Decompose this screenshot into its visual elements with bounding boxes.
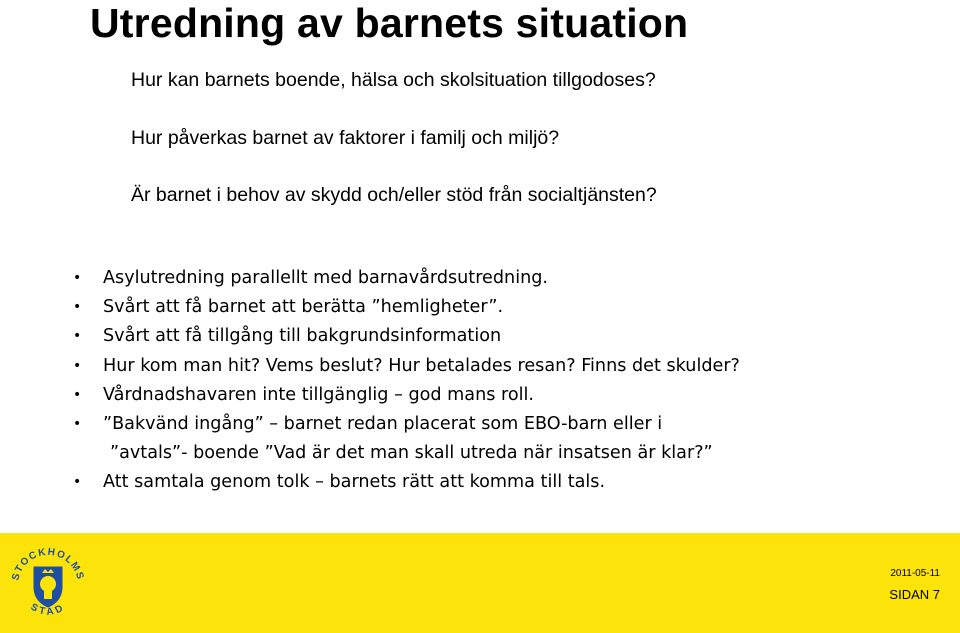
bullet-text: ”avtals”- boende ”Vad är det man skall utreda när insatsen är klar?” <box>110 443 713 464</box>
bullet-text: Svårt att få tillgång till bakgrundsinformation <box>103 326 502 347</box>
bullet-item <box>0 293 960 322</box>
bullet-item <box>0 410 960 439</box>
bullet-dot: • <box>73 386 82 403</box>
bullet-text: ”Bakvänd ingång” – barnet redan placerat som EBO-barn eller i <box>103 413 663 434</box>
bullet-text: Svårt att få barnet att berätta ”hemligheter”. <box>103 297 504 318</box>
svg-text:STAD: STAD <box>28 601 68 619</box>
slide-title: Utredning av barnets situation <box>90 0 689 46</box>
bullet-text: Asylutredning parallellt med barnavårdsutredning. <box>103 268 548 288</box>
bullet-dot: • <box>73 328 82 345</box>
question-2: Hur påverkas barnet av faktorer i familj och miljö? <box>131 127 560 149</box>
stockholms-stad-logo-icon <box>8 539 88 627</box>
bullet-continuation <box>0 439 960 468</box>
bullet-dot: • <box>73 270 82 286</box>
bullet-text: Vårdnadshavaren inte tillgänglig – god mans roll. <box>103 384 534 405</box>
page-number: SIDAN 7 <box>889 587 940 602</box>
bullet-item <box>0 322 960 351</box>
bullet-item <box>0 264 960 293</box>
bullet-dot: • <box>73 415 82 432</box>
bullet-item <box>0 352 960 381</box>
bullet-text: Hur kom man hit? Vems beslut? Hur betalades resan? Finns det skulder? <box>103 355 740 376</box>
footer-bar <box>0 533 960 633</box>
svg-text:STOCKHOLMS: STOCKHOLMS <box>10 546 86 582</box>
bullet-list <box>0 264 960 498</box>
question-3: Är barnet i behov av skydd och/eller stöd från socialtjänsten? <box>131 184 657 206</box>
question-1: Hur kan barnets boende, hälsa och skolsituation tillgodoses? <box>131 69 656 91</box>
bullet-dot: • <box>73 357 82 374</box>
bullet-dot: • <box>73 299 82 316</box>
footer-date: 2011-05-11 <box>890 568 940 579</box>
bullet-text: Att samtala genom tolk – barnets rätt att komma till tals. <box>103 472 606 493</box>
bullet-item <box>0 381 960 410</box>
bullet-dot: • <box>73 474 82 491</box>
bullet-item <box>0 468 960 497</box>
